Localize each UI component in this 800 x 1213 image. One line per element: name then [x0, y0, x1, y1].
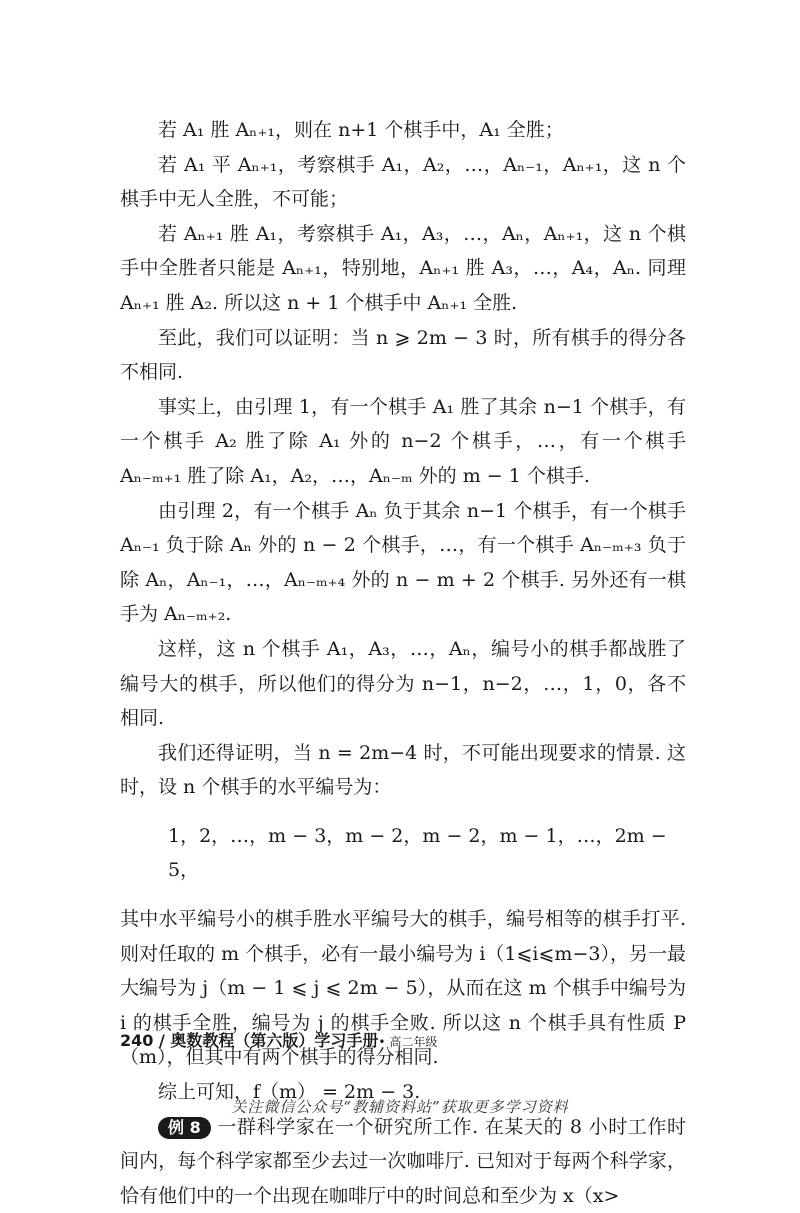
display-equation: 1，2，…，m − 3，m − 2，m − 2，m − 1，…，2m − 5，	[168, 824, 667, 882]
paragraph: 若 A₁ 平 Aₙ₊₁，考察棋手 A₁，A₂，…，Aₙ₋₁，Aₙ₊₁，这 n 个棋手中无人全胜，不可能；	[120, 153, 686, 211]
watermark: 关注微信公众号“教辅资料站”获取更多学习资料	[231, 1098, 569, 1116]
conclusion: 综上可知，f（m） = 2m − 3.	[158, 1081, 421, 1104]
example-text: 一群科学家在一个研究所工作. 在某天的 8 小时工作时间内，每个科学家都至少去过一次咖啡厅. 已知对于每两个科学家，恰有他们中的一个出现在咖啡厅中的时间总和至少为 x（x>	[120, 1115, 686, 1207]
paragraph: 若 Aₙ₊₁ 胜 A₁，考察棋手 A₁，A₃，…，Aₙ，Aₙ₊₁，这 n 个棋手中全胜者只能是 Aₙ₊₁，特别地，Aₙ₊₁ 胜 A₃，…，A₄，Aₙ. 同理 Aₙ₊₁ 胜 A₂. 所以这 n + 1 个棋手中 Aₙ₊₁ 全胜.	[120, 222, 686, 314]
paragraph: 其中水平编号小的棋手胜水平编号大的棋手，编号相等的棋手打平. 则对任取的 m 个棋手，必有一最小编号为 i（1⩽i⩽m−3），另一最大编号为 j（m − 1 ⩽ j ⩽ 2m − 5），从而在这 m 个棋手中编号为 i 的棋手全胜，编号为 j 的棋手全败. 所以这 n 个棋手具有性质 P（m），但其中有两个棋手的得分相同.	[120, 908, 686, 1069]
page-footer	[120, 1028, 686, 1051]
paragraph: 由引理 2，有一个棋手 Aₙ 负于其余 n−1 个棋手，有一个棋手 Aₙ₋₁ 负于除 Aₙ 外的 n − 2 个棋手，…，有一个棋手 Aₙ₋ₘ₊₃ 负于除 Aₙ，Aₙ₋₁，…，Aₙ₋ₘ₊₄ 外的 n − m + 2 个棋手. 另外还有一棋手为 Aₙ₋ₘ₊₂.	[120, 499, 686, 626]
book-title: 奥数教程（第六版）学习手册	[170, 1031, 379, 1050]
example-paragraph	[120, 1110, 686, 1213]
paragraph: 若 A₁ 胜 Aₙ₊₁，则在 n+1 个棋手中，A₁ 全胜；	[158, 119, 564, 141]
example-badge: 例 8	[158, 1117, 211, 1139]
grade-label: • 高二年级	[378, 1035, 438, 1049]
paragraph: 这样，这 n 个棋手 A₁，A₃，…，Aₙ，编号小的棋手都战胜了编号大的棋手，所以他们的得分为 n−1，n−2，…，1，0，各不相同.	[120, 637, 686, 730]
paragraph: 我们还得证明，当 n = 2m−4 时，不可能出现要求的情景. 这时，设 n 个棋手的水平编号为：	[120, 741, 686, 799]
paragraph: 事实上，由引理 1，有一个棋手 A₁ 胜了其余 n−1 个棋手，有一个棋手 A₂ 胜了除 A₁ 外的 n−2 个棋手，…，有一个棋手 Aₙ₋ₘ₊₁ 胜了除 A₁，A₂，…，Aₙ₋ₘ 外的 m − 1 个棋手.	[120, 395, 686, 487]
page-number: 240	[120, 1031, 154, 1050]
footer-separator: /	[158, 1031, 165, 1050]
paragraph: 至此，我们可以证明：当 n ⩾ 2m − 3 时，所有棋手的得分各不相同.	[120, 326, 686, 384]
